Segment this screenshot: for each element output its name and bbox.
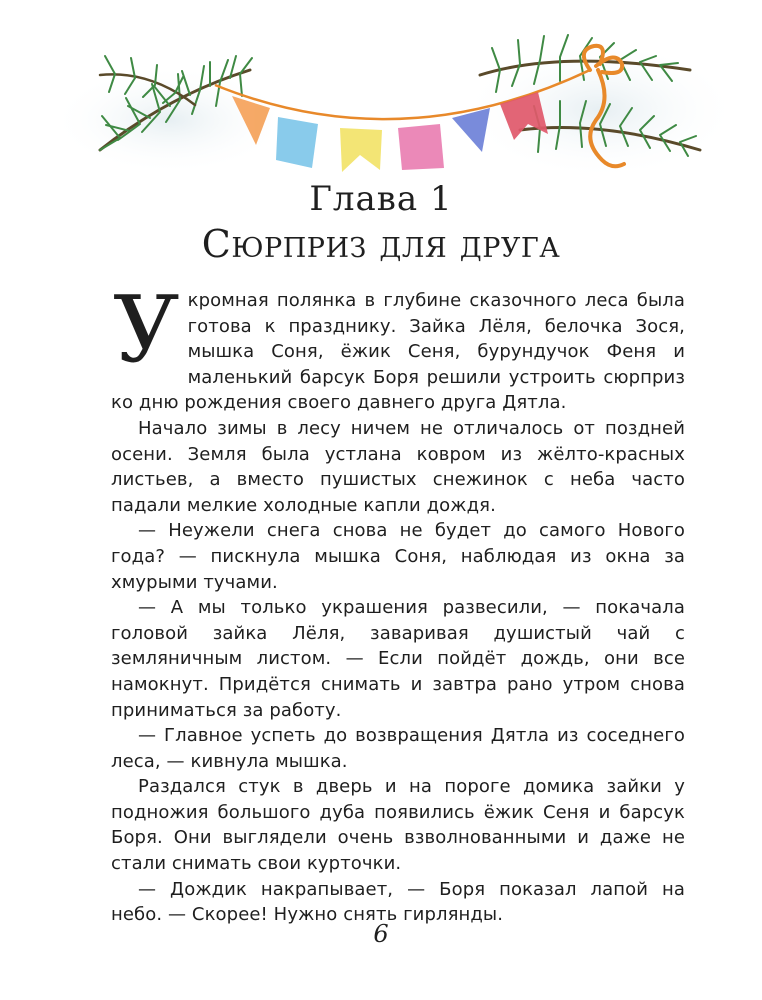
body-text bbox=[111, 276, 685, 928]
chapter-number: Глава 1 bbox=[309, 179, 453, 219]
paragraph-6: Раздался стук в дверь и на пороге домика зайки у подножия большого дуба появились ёжик Сеня и барсук Боря. Они выглядели очень взволнованными и даже не стали снимать свои курточки. bbox=[111, 776, 685, 875]
paragraph-1: Укромная полянка в глубине сказочного леса была готова к празднику. Зайка Лёля, белочка Зося, мышка Соня, ёжик Сеня, бурундучок Феня и маленький барсук Боря решили устроить сюрприз ко дню рождения своего давнего друга Дятла. bbox=[111, 276, 685, 414]
flag-pink bbox=[398, 124, 444, 170]
flag-blue bbox=[276, 117, 318, 168]
header-illustration bbox=[0, 0, 762, 200]
paragraph-2: Начало зимы в лесу ничем не отличалось от поздней осени. Земля была устлана ковром из жёлто-красных листьев, а вместо пушистых снежинок с неба часто падали мелкие холодные капли дождя. bbox=[111, 417, 685, 516]
drop-cap: У bbox=[113, 276, 180, 383]
page-number: 6 bbox=[373, 920, 389, 948]
chapter-heading bbox=[0, 178, 762, 268]
chapter-title: Сюрприз для друга bbox=[201, 222, 561, 266]
flag-yellow bbox=[340, 128, 382, 172]
paragraph-5: — Главное успеть до возвращения Дятла из соседнего леса, — кивнула мышка. bbox=[111, 725, 685, 772]
paragraph-4: — А мы только украшения развесили, — покачала головой зайка Лёля, заваривая душистый чай с земляничным листом. — Если пойдёт дождь, они все намокнут. Придётся снимать и завтра рано утром снова приниматься за работу. bbox=[111, 597, 685, 721]
paragraph-3: — Неужели снега снова не будет до самого Нового года? — пискнула мышка Соня, наблюдая из окна за хмурыми тучами. bbox=[111, 520, 685, 593]
paragraph-7: — Дождик накрапывает, — Боря показал лапой на небо. — Скорее! Нужно снять гирлянды. bbox=[111, 878, 685, 926]
